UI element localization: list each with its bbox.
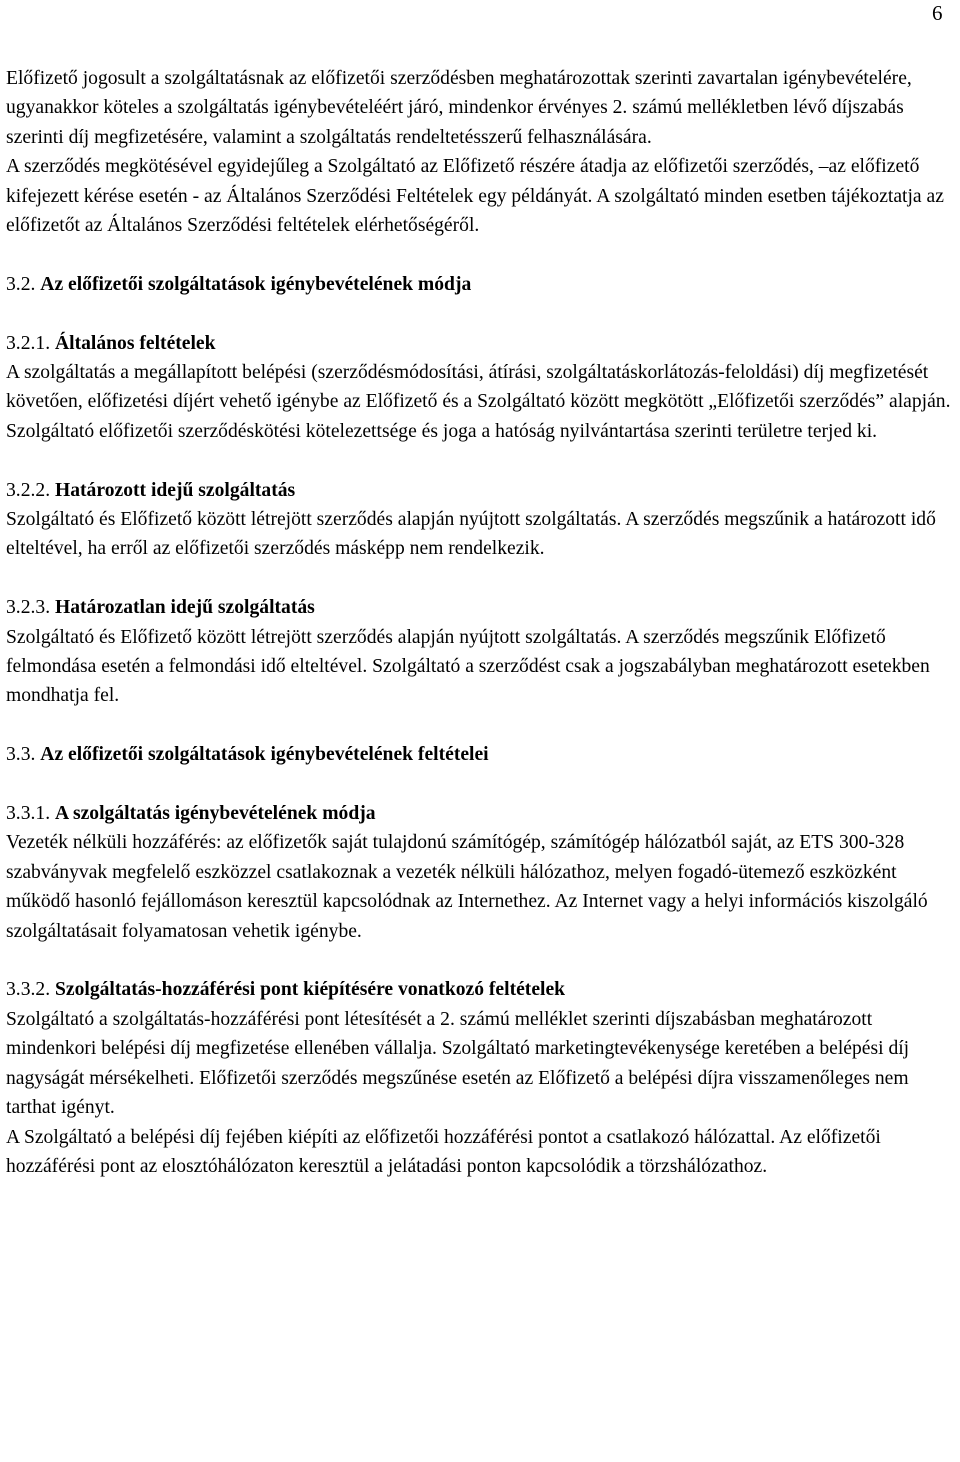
paragraph-subscriber-rights bbox=[6, 64, 954, 152]
section-heading-3-2-1 bbox=[6, 329, 954, 358]
section-heading-3-3 bbox=[6, 740, 954, 769]
section-heading-3-3-2 bbox=[6, 975, 954, 1004]
section-title: Szolgáltatás-hozzáférési pont kiépítésére vonatkozó feltételek bbox=[55, 979, 566, 1001]
paragraph-text: A szolgáltatás a megállapított belépési (szerződésmódosítási, átírási, szolgáltatáskorlátozás-feloldási) díj megfizetését követően, előfizetési díjért vehető igénybe az Előfizető és a Szolgáltató között megkötött „Előfizetői szerződés” alapján. Szolgáltató előfizetői szerződéskötési kötelezettsége és joga a hatóság nyilvántartása szerinti területre terjed ki. bbox=[6, 362, 951, 442]
section-body-3-3-2 bbox=[6, 1005, 954, 1181]
section-number: 3.2.3. bbox=[6, 597, 51, 619]
section-title: Határozatlan idejű szolgáltatás bbox=[55, 597, 315, 619]
section-title: A szolgáltatás igénybevételének módja bbox=[55, 803, 376, 825]
spacer bbox=[6, 446, 954, 475]
paragraph-text: A szerződés megkötésével egyidejűleg a Szolgáltató az Előfizető részére átadja az előfizetői szerződés, –az előfizető kifejezett kérése esetén - az Általános Szerződési Feltételek egy példányát. A szolgáltató minden esetben tájékoztatja az előfizetőt az Általános Szerződési feltételek elérhetőségéről. bbox=[6, 156, 944, 237]
spacer bbox=[6, 240, 954, 269]
paragraph-text: Szolgáltató és Előfizető között létrejött szerződés alapján nyújtott szolgáltatás. A szerződés megszűnik a határozott idő elteltével, ha erről az előfizetői szerződés másképp nem rendelkezik. bbox=[6, 509, 936, 560]
section-number: 3.3.2. bbox=[6, 979, 51, 1001]
section-heading-3-2 bbox=[6, 270, 954, 299]
paragraph-contract-handover bbox=[6, 152, 954, 240]
section-title: Általános feltételek bbox=[55, 332, 216, 354]
section-number: 3.2.1. bbox=[6, 332, 51, 354]
section-number: 3.3. bbox=[6, 744, 36, 766]
section-heading-3-2-2 bbox=[6, 476, 954, 505]
spacer bbox=[6, 770, 954, 799]
section-title: Az előfizetői szolgáltatások igénybevételének feltételei bbox=[40, 744, 489, 766]
section-heading-3-2-3 bbox=[6, 593, 954, 622]
section-number: 3.2.2. bbox=[6, 479, 51, 501]
spacer bbox=[6, 299, 954, 328]
document-body bbox=[6, 64, 954, 1181]
paragraph-text: Előfizető jogosult a szolgáltatásnak az előfizetői szerződésben meghatározottak szerinti zavartalan igénybevételére, ugyanakkor köteles a szolgáltatás igénybevételéért járó, mindenkor érvényes 2. számú mellékletben lévő díjszabás szerinti díj megfizetésére, valamint a szolgáltatás rendeltetésszerű felhasználására. bbox=[6, 68, 912, 148]
section-title: Az előfizetői szolgáltatások igénybevételének módja bbox=[40, 273, 472, 295]
section-heading-3-3-1 bbox=[6, 799, 954, 828]
paragraph-text: Szolgáltató a szolgáltatás-hozzáférési pont létesítését a 2. számú melléklet szerinti díjszabásban meghatározott mindenkori belépési díj megfizetése ellenében vállalja. Szolgáltató marketingtevékenysége keretében a belépési díj nagyságát mérsékelheti. Előfizetői szerződés megszűnése esetén az Előfizető a belépési díjra visszamenőleges nem tarthat igényt. bbox=[6, 1008, 910, 1119]
spacer bbox=[6, 711, 954, 740]
section-body-3-2-2 bbox=[6, 505, 954, 564]
paragraph-text: Szolgáltató és Előfizető között létrejött szerződés alapján nyújtott szolgáltatás. A szerződés megszűnik Előfizető felmondása esetén a felmondási idő elteltével. Szolgáltató a szerződést csak a jogszabályban meghatározott esetekben mondhatja fel. bbox=[6, 626, 930, 707]
section-title: Határozott idejű szolgáltatás bbox=[55, 479, 296, 501]
section-number: 3.2. bbox=[6, 273, 36, 295]
paragraph-text: A Szolgáltató a belépési díj fejében kiépíti az előfizetői hozzáférési pontot a csatlakozó hálózattal. Az előfizetői hozzáférési pont az elosztóhálózaton keresztül a jelátadási ponton kapcsolódik a törzshálózathoz. bbox=[6, 1126, 881, 1177]
section-body-3-3-1 bbox=[6, 828, 954, 946]
paragraph-text: Vezeték nélküli hozzáférés: az előfizetők saját tulajdonú számítógép, számítógép hálózatból saját, az ETS 300-328 szabványvak megfelelő eszközzel csatlakoznak a vezeték nélküli hálózathoz, melyen fogadó-ütemező eszközként működő hasonló fejállomáson keresztül kapcsolódnak az Internethez. Az Internet vagy a helyi információs kiszolgáló szolgáltatásait folyamatosan vehetik igénybe. bbox=[6, 832, 928, 942]
section-body-3-2-3 bbox=[6, 623, 954, 711]
spacer bbox=[6, 946, 954, 975]
section-number: 3.3.1. bbox=[6, 803, 51, 825]
section-body-3-2-1 bbox=[6, 358, 954, 446]
spacer bbox=[6, 564, 954, 593]
page-number: 6 bbox=[932, 1, 943, 25]
